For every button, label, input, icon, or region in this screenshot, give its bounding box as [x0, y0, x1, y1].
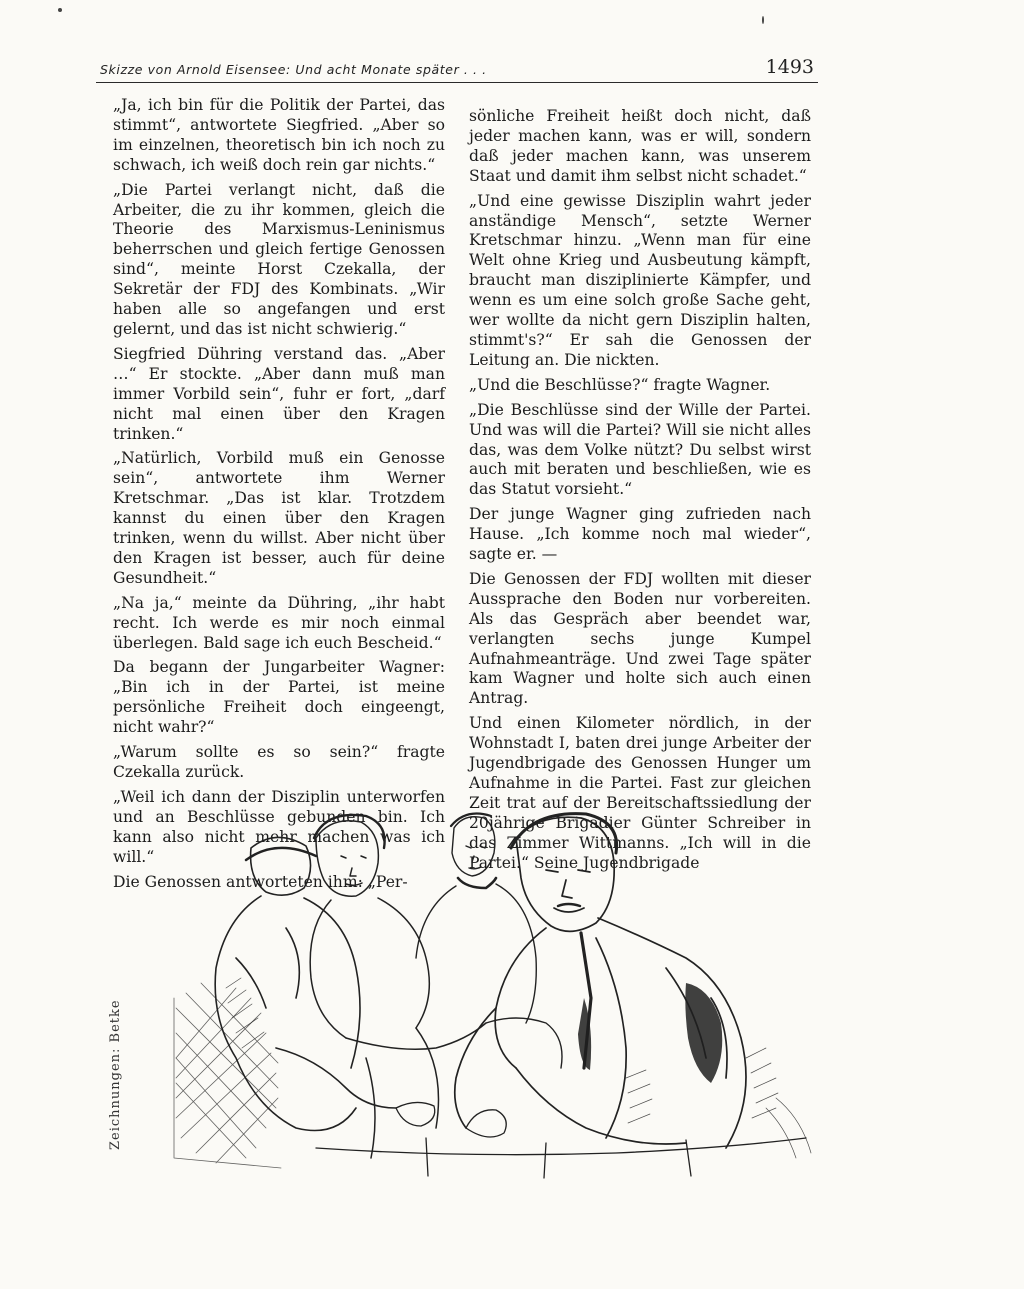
fence-mesh [174, 983, 281, 1168]
paper-speck [58, 8, 62, 12]
sketch-illustration [166, 808, 826, 1180]
paragraph: Da begann der Jungarbeiter Wagner: „Bin ich in der Partei, ist meine persönliche Freiheit doch eingeengt, nicht wahr?“ [113, 658, 445, 737]
figure-older-man [455, 814, 746, 1148]
jacket-shading [578, 983, 722, 1083]
left-column [113, 96, 445, 897]
page-number: 1493 [765, 56, 814, 78]
running-title: Skizze von Arnold Eisensee: Und acht Monate später . . . [100, 62, 487, 77]
paragraph: „Warum sollte es so sein?“ fragte Czekalla zurück. [113, 743, 445, 781]
paragraph: „Und die Beschlüsse?“ fragte Wagner. [469, 375, 771, 394]
paragraph: „Die Partei verlangt nicht, daß die Arbeiter, die zu ihr kommen, gleich die Theorie des Marxismus-Leninismus beherrschen und gleich fertige Genossen sind“, meinte Horst Czekalla, der Sekretär der FDJ des Kombinats. „Wir haben alle so angefangen und erst gelernt, und das ist nicht schwierig.“ [113, 180, 445, 338]
paragraph: sönliche Freiheit heißt doch nicht, daß jeder machen kann, was er will, sondern daß jeder machen kann, was unserem Staat und damit ihm selbst nicht schadet.“ [469, 107, 811, 185]
paragraph: Und einen Kilometer nördlich, in der Wohnstadt I, baten drei junge Arbeiter der Jugendbrigade des Genossen Hunger um Aufnahme in die Partei. Fast zur gleichen Zeit trat auf der Bereitschaftssiedlung der 20jährige Brigadier Günter Schreiber in das Zimmer Wittmanns. „Ich will in die Partei.“ Seine Jugendbrigade [469, 714, 811, 872]
paragraph: „Und eine gewisse Disziplin wahrt jeder anständige Mensch“, setzte Werner Kretschmar hinzu. „Wenn man für eine Welt ohne Krieg und Ausbeutung kämpft, braucht man disziplinierte Kämpfer, und wenn es um eine solch große Sache geht, wer wollte da nicht gern Disziplin halten, stimmt's?“ Er sah die Genossen der Leitung an. Die nickten. [469, 191, 811, 369]
paragraph: Die Genossen antworteten ihm: „Per- [113, 872, 408, 891]
paragraph: Der junge Wagner ging zufrieden nach Hause. „Ich komme noch mal wieder“, sagte er. — [469, 505, 811, 564]
paragraph: „Weil ich dann der Disziplin unterworfen und an Beschlüsse gebunden bin. Ich kann also nicht mehr machen was ich will.“ [113, 787, 445, 866]
figure-back-left [215, 837, 396, 1130]
running-header [96, 58, 818, 83]
paragraph: „Ja, ich bin für die Politik der Partei, das stimmt“, antwortete Siegfried. „Aber so im einzelnen, theoretisch bin ich noch zu schwach, ich weiß doch rein gar nichts.“ [113, 96, 445, 174]
paragraph: Siegfried Dühring verstand das. „Aber …“ Er stockte. „Aber dann muß man immer Vorbild sein“, fuhr er fort, „darf nicht mal einen über den Kragen trinken.“ [113, 344, 445, 443]
paragraph: Die Genossen der FDJ wollten mit dieser Aussprache den Boden nur vorbereiten. Als das Gespräch aber beendet war, verlangten sechs junge Kumpel Aufnahmeanträge. Und zwei Tage später kam Wagner und holte sich auch einen Antrag. [469, 569, 811, 708]
paragraph: „Die Beschlüsse sind der Wille der Partei. Und was will die Partei? Will sie nicht alles das, was dem Volke nützt? Du selbst wirst auch mit beraten und beschließen, wie es das Statut vorsieht.“ [469, 400, 811, 499]
figure-background [416, 814, 562, 1068]
paragraph: „Natürlich, Vorbild muß ein Genosse sein“, antwortete ihm Werner Kretschmar. „Das ist klar. Trotzdem kannst du einen über den Kragen trinken, wenn du willst. Aber nicht über den Kragen ist besser, auch für deine Gesundheit.“ [113, 449, 445, 587]
illustration-credit: Zeichnungen: Betke [108, 999, 123, 1150]
paper-speck [762, 16, 764, 24]
right-column [469, 107, 811, 879]
paragraph: „Na ja,“ meinte da Dühring, „ihr habt recht. Ich werde es mir noch einmal überlegen. Bald sage ich euch Bescheid.“ [113, 593, 445, 652]
